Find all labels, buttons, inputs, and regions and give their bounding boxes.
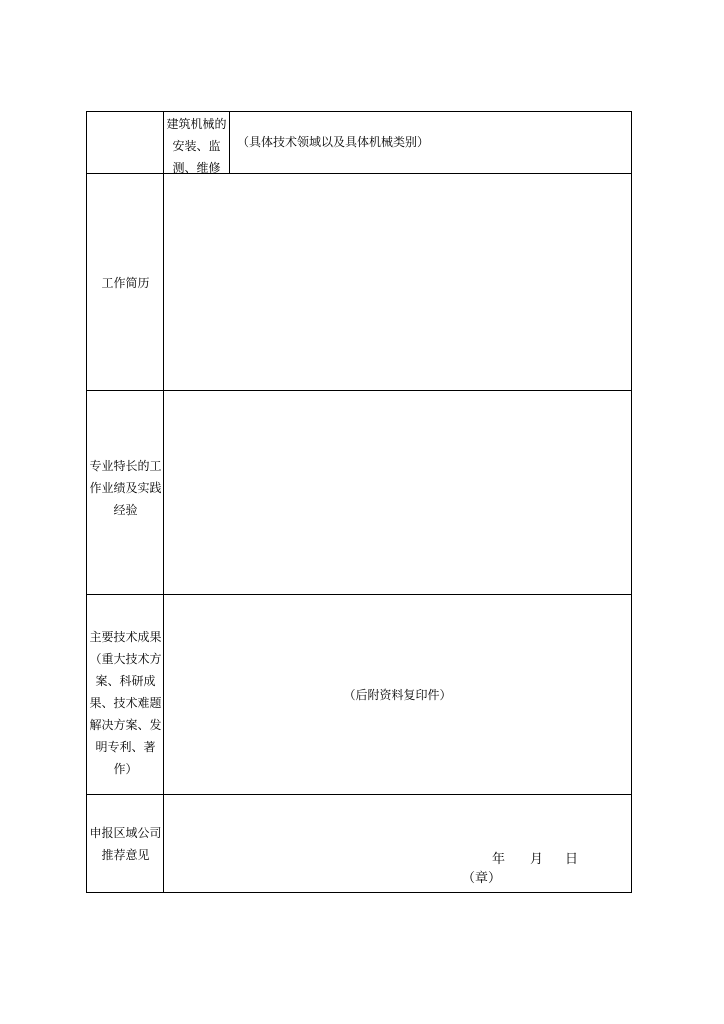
achievements-label: 主要技术成果（重大技术方案、科研成果、技术难题解决方案、发明专利、著作） — [89, 630, 162, 776]
attachment-note: （后附资料复印件） — [343, 688, 452, 702]
recommendation-field[interactable] — [165, 795, 631, 892]
specialty-label: 专业特长的工作业绩及实践经验 — [89, 459, 162, 517]
field-description: （具体技术领域以及具体机械类别） — [237, 135, 430, 149]
specialty-field[interactable] — [165, 391, 631, 593]
field-sub-label: 建筑机械的安装、监测、维修 — [166, 117, 227, 175]
day-label: 日 — [565, 852, 579, 867]
row-divider — [87, 594, 631, 595]
year-label: 年 — [492, 852, 506, 867]
month-label: 月 — [530, 852, 544, 867]
work-history-field[interactable] — [165, 174, 631, 389]
seal-label: （章） — [462, 871, 502, 886]
work-history-label: 工作简历 — [101, 276, 150, 290]
recommendation-label: 申报区域公司推荐意见 — [89, 826, 162, 862]
column-divider — [229, 112, 230, 173]
application-form-table — [86, 111, 632, 893]
